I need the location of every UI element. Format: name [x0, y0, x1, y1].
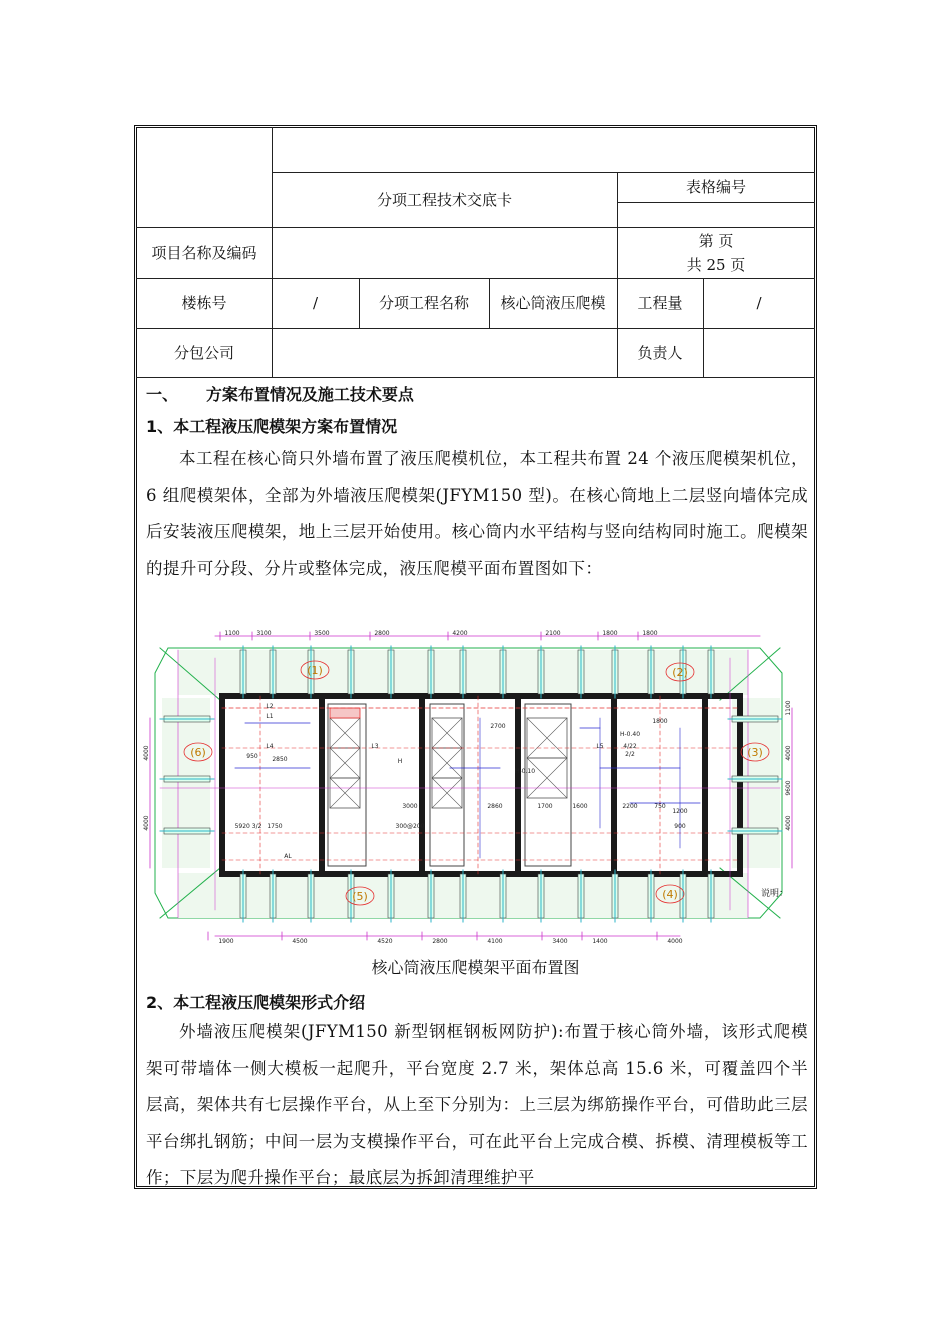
- subcontractor-label: 分包公司: [173, 343, 234, 362]
- plan-label: 1750: [267, 823, 283, 830]
- plan-label: 1800: [652, 718, 668, 725]
- plan-label: L4: [266, 743, 274, 750]
- building-value: /: [312, 294, 319, 312]
- platform-band: [162, 698, 210, 868]
- building-label: 楼栋号: [181, 294, 227, 312]
- right-dimension-label: 4000: [785, 815, 792, 831]
- plan-label: 2200: [622, 803, 638, 810]
- quantity-label: 工程量: [637, 294, 683, 312]
- plan-label: 3000: [402, 803, 418, 810]
- plan-label: 300@200: [395, 823, 425, 830]
- bottom-dimension-label: 4000: [667, 938, 683, 945]
- form-no-value: [617, 202, 815, 227]
- plan-label: 2700: [490, 723, 506, 730]
- plan-label: 750: [654, 803, 666, 810]
- top-dimension-label: 4200: [452, 630, 468, 637]
- subcontractor-value: [272, 328, 617, 377]
- section-1-1-paragraph: 本工程在核心筒只外墙布置了液压爬模机位，本工程共布置 24 个液压爬模架机位，6 组爬模架体，全部为外墙液压爬模架(JFYM150 型)。在核心筒地上二层竖向墙体完成后安装液压爬模架，地上三层开始使用。核心筒内水平结构与竖向结构同时施工。爬模架的提升可分段、分片或整体完成，液压爬模平面布置图如下：: [146, 449, 808, 578]
- plan-label: 1200: [672, 808, 688, 815]
- responsible-value: [703, 328, 815, 377]
- left-dimension-label: 4000: [143, 815, 150, 831]
- plan-label: H-0.10: [514, 768, 536, 775]
- top-dimension-label: 1800: [602, 630, 618, 637]
- bottom-dimension-label: 1900: [218, 938, 234, 945]
- top-dimension-label: 2100: [545, 630, 561, 637]
- bottom-dimension-label: 3400: [552, 938, 568, 945]
- top-dimension-label: 1100: [224, 630, 240, 637]
- shaft-zone: [525, 704, 571, 866]
- plan-label: 900: [674, 823, 686, 830]
- zone-label: (4): [662, 888, 678, 901]
- bottom-dimension-label: 1400: [592, 938, 608, 945]
- bottom-dimension-label: 4500: [292, 938, 308, 945]
- zone-label: (5): [352, 890, 368, 903]
- shaft-zone: [430, 704, 464, 866]
- plan-label: 2/2: [625, 751, 635, 758]
- zone-label: (1): [307, 664, 323, 677]
- right-dimension-label: 9600: [785, 780, 792, 796]
- climbing-formwork-layout-plan: [143, 628, 800, 946]
- subitem-label: 分项工程名称: [378, 294, 469, 312]
- right-dimension-label: 4000: [785, 745, 792, 761]
- form-title: 分项工程技术交底卡: [376, 190, 512, 209]
- left-dimension-label: 4000: [143, 745, 150, 761]
- section-1-heading: 一、 方案布置情况及施工技术要点: [146, 385, 414, 404]
- plan-label: 1600: [572, 803, 588, 810]
- zone-label: (2): [672, 666, 688, 679]
- subitem-value: 核心筒液压爬模: [500, 294, 606, 312]
- top-dimension-label: 3500: [314, 630, 330, 637]
- plan-label: L5: [596, 743, 604, 750]
- plan-label: 2860: [487, 803, 503, 810]
- plan-label: 1700: [537, 803, 553, 810]
- plan-label: L2: [266, 703, 274, 710]
- plan-label: L1: [266, 713, 274, 720]
- quantity-value: /: [756, 294, 762, 312]
- plan-label: 5920 3/2: [234, 823, 262, 830]
- plan-label: AL: [284, 853, 292, 860]
- bottom-dimension-label: 2800: [432, 938, 448, 945]
- project-label: 项目名称及编码: [151, 243, 257, 262]
- grid-line: [489, 278, 490, 328]
- section-1-2-heading: 2、本工程液压爬模架形式介绍: [146, 993, 366, 1012]
- bottom-dimension-label: 4520: [377, 938, 393, 945]
- plan-label: 950: [246, 753, 258, 760]
- top-dimension-label: 3100: [256, 630, 272, 637]
- figure-caption: 核心筒液压爬模架平面布置图: [371, 958, 580, 977]
- section-1-1-heading: 1、本工程液压爬模架方案布置情况: [146, 417, 398, 436]
- plan-label: H: [397, 758, 403, 765]
- bottom-dimension-label: 4100: [487, 938, 503, 945]
- section-1-2-paragraph: 外墙液压爬模架(JFYM150 新型钢框钢板网防护):布置于核心筒外墙，该形式爬模架可带墙体一侧大模板一起爬升，平台宽度 2.7 米，架体总高 15.6 米，可覆盖四个半层高，架体共有七层操作平台，从上至下分别为：上三层为绑筋操作平台，可借助此三层平台绑扎钢筋；中间一层为支模操作平台，可在此平台上完成合模、拆模、清理模板等工作；下层为爬升操作平台；最底层为拆卸清理维护平: [146, 1022, 808, 1187]
- page-label: 第 页: [698, 232, 734, 250]
- plan-label: 2850: [272, 756, 288, 763]
- grid-line: [136, 377, 815, 378]
- total-pages: 共 25 页: [686, 256, 746, 274]
- plan-label: H-0.40: [619, 731, 641, 738]
- zone-label: (3): [747, 746, 763, 759]
- responsible-label: 负责人: [637, 343, 683, 362]
- notes-label: 说明：: [760, 889, 788, 899]
- top-dimension-label: 1800: [642, 630, 658, 637]
- top-dimension-label: 2800: [374, 630, 390, 637]
- form-no-label: 表格编号: [685, 178, 746, 196]
- right-dimension-label: 1100: [785, 700, 792, 716]
- zone-label: (6): [190, 746, 206, 759]
- hatched-cell: [330, 708, 360, 718]
- plan-label: 4/22: [623, 743, 637, 750]
- plan-label: L3: [371, 743, 379, 750]
- project-value: [272, 227, 617, 278]
